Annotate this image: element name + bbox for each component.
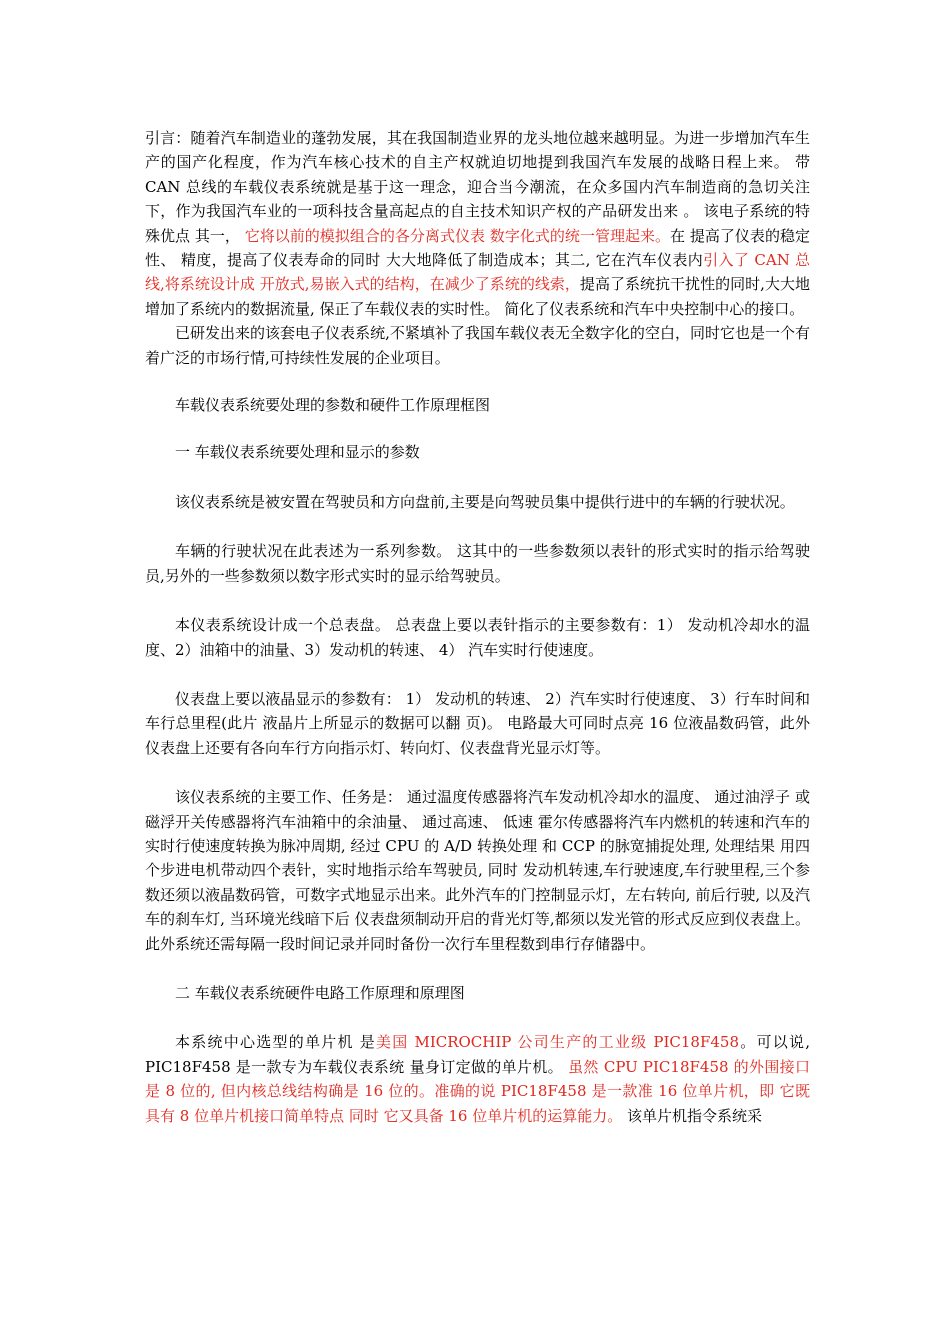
section-title: 车载仪表系统要处理的参数和硬件工作原理框图 (175, 396, 491, 415)
part2-text-2: 。可以说, PIC18F458 是一款专为车载仪表系统 量身订定做的单片机。 (145, 1033, 810, 1076)
intro-paragraph-2: 已研发出来的该套电子仪表系统,不紧填补了我国车载仪表无全数字化的空白，同时它也是一个有着广泛的市场行情,可持续性发展的企业项目。 (145, 324, 810, 367)
intro-text-2: 在 提高了仪表的稳定性、 精度，提高了仪表寿命的同时 大大地降低了制造成本；其二, 它在汽车仪表内 (145, 226, 810, 270)
part1-paragraph-4: 仪表盘上要以液晶显示的参数有： 1） 发动机的转速、 2）汽车实时行使速度、 3）行车时间和车行总里程(此片 液晶片上所显示的数据可以翻 页)。 电路最大可同时点亮 16 位液晶数码管，此外 仪表盘上还要有各向车行方向指示灯、转向灯、仪表盘背光显示灯等。 (145, 689, 810, 757)
part2-paragraph-1 (145, 1030, 810, 1128)
part2-highlight-2: 虽然 CPU PIC18F458 的外围接口是 8 位的, 但内核总线结构确是 16 位的。准确的说 PIC18F458 是一款准 16 位单片机，即 它既具有 8 位单片机接口简单特点 同时 它又具备 16 位单片机的运算能力。 (145, 1057, 811, 1125)
part1-paragraph-1: 该仪表系统是被安置在驾驶员和方向盘前,主要是向驾驶员集中提供行进中的车辆的行驶状况。 (175, 492, 795, 511)
part1-paragraph-2: 车辆的行驶状况在此表述为一系列参数。 这其中的一些参数须以表针的形式实时的指示给驾驶员,另外的一些参数须以数字形式实时的显示给驾驶员。 (145, 542, 810, 585)
document-page (145, 126, 810, 1128)
part2-text-1: 本系统中心选型的单片机 是 (175, 1033, 376, 1052)
part2-heading: 二 车载仪表系统硬件电路工作原理和原理图 (175, 983, 465, 1002)
intro-highlight-2: 引入了 CAN 总线,将系统设计成 开放式,易嵌入式的结构，在减少了系统的线索， (145, 251, 810, 294)
part1-paragraph-3: 本仪表系统设计成一个总表盘。 总表盘上要以表针指示的主要参数有：1） 发动机冷却水的温度、2）油箱中的油量、3）发动机的转速、 4） 汽车实时行使速度。 (145, 616, 810, 659)
part2-highlight-1: 美国 MICROCHIP 公司生产的工业级 PIC18F458 (375, 1033, 739, 1052)
part2-text-3: 该单片机指令系统采 (622, 1106, 763, 1125)
intro-highlight-1: 它将以前的模拟组合的各分离式仪表 数字化式的统一管理起来。 (244, 226, 671, 245)
intro-text-1: 引言：随着汽车制造业的蓬勃发展，其在我国制造业界的龙头地位越来越明显。为进一步增加汽车生产的国产化程度，作为汽车核心技术的自主产权就迫切地提到我国汽车发展的战略日程上来。 带 CAN 总线的车载仪表系统就是基于这一理念，迎合当今潮流，在众多国内汽车制造商的急切关注下，作为我国汽车业的一项科技含量高起点的自主技术知识产权的产品研发出来 。 该电子系统的特殊优点 其一， (145, 129, 810, 245)
intro-text-3: 提高了系统抗干扰性的同时,大大地增加了系统内的数据流量, 保正了车载仪表的实时性。 简化了仪表系统和汽车中央控制中心的接口。 (145, 275, 810, 318)
intro-paragraph (145, 126, 810, 321)
part1-paragraph-5: 该仪表系统的主要工作、任务是： 通过温度传感器将汽车发动机冷却水的温度、 通过油浮子 或 磁浮开关传感器将汽车油箱中的余油量、 通过高速、 低速 霍尔传感器将汽车内燃机的转速和汽车的实时行使速度转换为脉冲周期, 经过 CPU 的 A/D 转换处理 和 CCP 的脉宽捕捉处理, 处理结果 用四个步进电机带动四个表针，实时地指示给车驾驶员, 同时 发动机转速,车行驶速度,车行驶里程,三个参数还须以液晶数码管，可数字式地显示出来。此外汽车的门控制显示灯，左右转向, 前后行驶, 以及汽车的刹车灯, 当环境光线暗下后 仪表盘须制动开启的背光灯等,都须以发光管的形式反应到仪表盘上。此外系统还需每隔一段时间记录并同时备份一次行车里程数到串行存储器中。 (145, 788, 810, 953)
part1-heading: 一 车载仪表系统要处理和显示的参数 (175, 443, 420, 462)
